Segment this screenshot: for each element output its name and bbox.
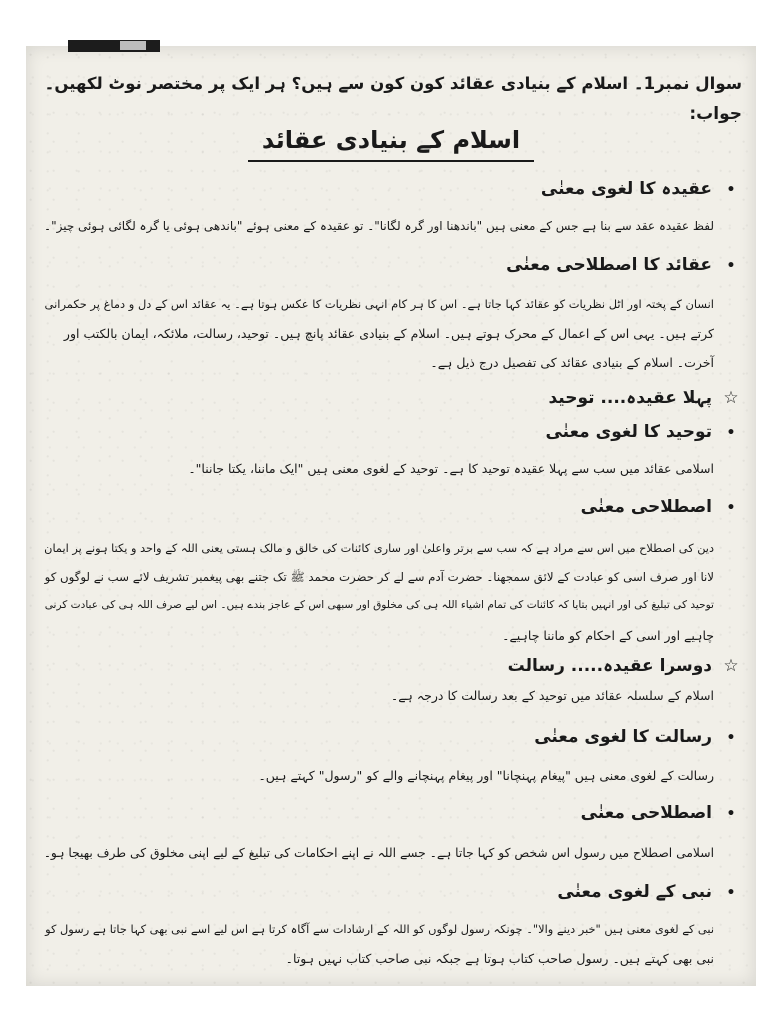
answer-label: جواب: [689, 104, 742, 124]
section-heading [581, 497, 742, 517]
star-icon: ☆ [723, 656, 739, 676]
section-heading-text: پہلا عقیدہ.... توحید [548, 388, 712, 408]
body-text-line: اسلامی اصطلاح میں رسول اس شخص کو کہا جاتا ہے۔ جسے اللہ نے اپنے احکامات کی تبلیغ کے لیے اپنی مخلوق کی طرف بھیجا ہو۔ [43, 846, 714, 860]
section-heading-text: رسالت کا لغوی معنٰی [534, 727, 712, 747]
section-heading [548, 387, 742, 408]
main-heading [40, 126, 742, 162]
main-heading-text: اسلام کے بنیادی عقائد [248, 126, 534, 162]
section-heading-text: نبی کے لغوی معنٰی [557, 882, 712, 902]
body-text-line: نبی بھی کہتے ہیں۔ رسول صاحب کتاب ہوتا ہے جبکہ نبی صاحب کتاب نہیں ہوتا۔ [285, 951, 714, 966]
body-text-line: آخرت۔ اسلام کے بنیادی عقائد کی تفصیل درج ذیل ہے۔ [430, 355, 714, 370]
page-number-tab [120, 41, 146, 50]
body-text-line: انسان کے پختہ اور اٹل نظریات کو عقائد کہا جاتا ہے۔ اس کا ہر کام انہی نظریات کا عکس ہوتا ہے۔ یہ عقائد اس کے دل و دماغ پر حکمرانی [44, 297, 714, 311]
section-heading [506, 255, 742, 275]
body-text-line: لفظ عقیدہ عقد سے بنا ہے جس کے معنی ہیں "باندھنا اور گرہ لگانا"۔ تو عقیدہ کے معنی ہوئے "باندھی ہوئی یا گرہ لگائی ہوئی چیز"۔ [44, 219, 714, 233]
document-content [40, 56, 742, 980]
bullet-icon: • [726, 806, 736, 822]
bullet-icon: • [726, 182, 736, 198]
body-text-line: کرتے ہیں۔ یہی اس کے اعمال کے محرک ہوتے ہیں۔ اسلام کے بنیادی عقائد پانچ ہیں۔ توحید، رسالت، ملائکہ، ایمان بالکتب اور [63, 326, 714, 341]
body-text-line: دین کی اصطلاح میں اس سے مراد ہے کہ سب سے برتر واعلیٰ اور ساری کائنات کی خالق و مالک ہستی یعنی اللہ کے واحد و یکتا ہونے پر ایمان [44, 541, 714, 555]
previous-page-edge [68, 40, 160, 52]
body-text-line: رسالت کے لغوی معنی ہیں "پیغام پہنچانا" اور پیغام پہنچانے والے کو "رسول" کہتے ہیں۔ [258, 768, 714, 783]
body-text-line: توحید کی تبلیغ کی اور انہیں بتایا کہ کائنات کی تمام اشیاء اللہ ہی کی مخلوق اور سبھی اس کے عاجز بندے ہیں۔ اس لیے صرف اللہ ہی کی عبادت کرنی [44, 599, 714, 611]
body-text-line: چاہیے اور اسی کے احکام کو ماننا چاہیے۔ [502, 628, 714, 643]
section-heading-text: دوسرا عقیدہ..... رسالت [507, 656, 712, 676]
body-text-line: اسلامی عقائد میں سب سے پہلا عقیدہ توحید کا ہے۔ توحید کے لغوی معنی ہیں "ایک ماننا، یکتا جاننا"۔ [188, 461, 714, 476]
section-heading [545, 422, 742, 442]
body-text-line: نبی کے لغوی معنی ہیں "خبر دینے والا"۔ چونکہ رسول لوگوں کو اللہ کے ارشادات سے آگاہ کرتا ہے اس لیے اسے نبی بھی کہا جاتا ہے رسول کو [45, 922, 714, 936]
section-heading [541, 178, 742, 199]
section-heading [508, 655, 742, 676]
bullet-icon: • [726, 730, 736, 746]
body-text-line: لانا اور صرف اسی کو عبادت کے لائق سمجھنا۔ حضرت آدم سے لے کر حضرت محمد ﷺ تک جتنے بھی پیغمبر تشریف لائے سب نے لوگوں کو [44, 570, 714, 584]
star-icon: ☆ [723, 388, 739, 408]
section-heading-text: عقیدہ کا لغوی معنٰی [540, 179, 712, 199]
bullet-icon: • [726, 425, 736, 441]
bullet-icon: • [726, 500, 736, 516]
section-heading-text: توحید کا لغوی معنٰی [545, 422, 712, 442]
section-heading [557, 881, 742, 902]
bullet-icon: • [726, 258, 736, 274]
body-text-line: اسلام کے سلسلہ عقائد میں توحید کے بعد رسالت کا درجہ ہے۔ [390, 688, 714, 703]
section-heading-text: اصطلاحی معنٰی [580, 497, 712, 517]
bullet-icon: • [726, 885, 736, 901]
section-heading-text: عقائد کا اصطلاحی معنٰی [506, 255, 712, 275]
section-heading [534, 727, 742, 747]
section-heading [581, 803, 742, 823]
question-line: سوال نمبر1۔ اسلام کے بنیادی عقائد کون کون سے ہیں؟ ہر ایک پر مختصر نوٹ لکھیں۔ [44, 74, 742, 93]
section-heading-text: اصطلاحی معنٰی [580, 803, 712, 823]
